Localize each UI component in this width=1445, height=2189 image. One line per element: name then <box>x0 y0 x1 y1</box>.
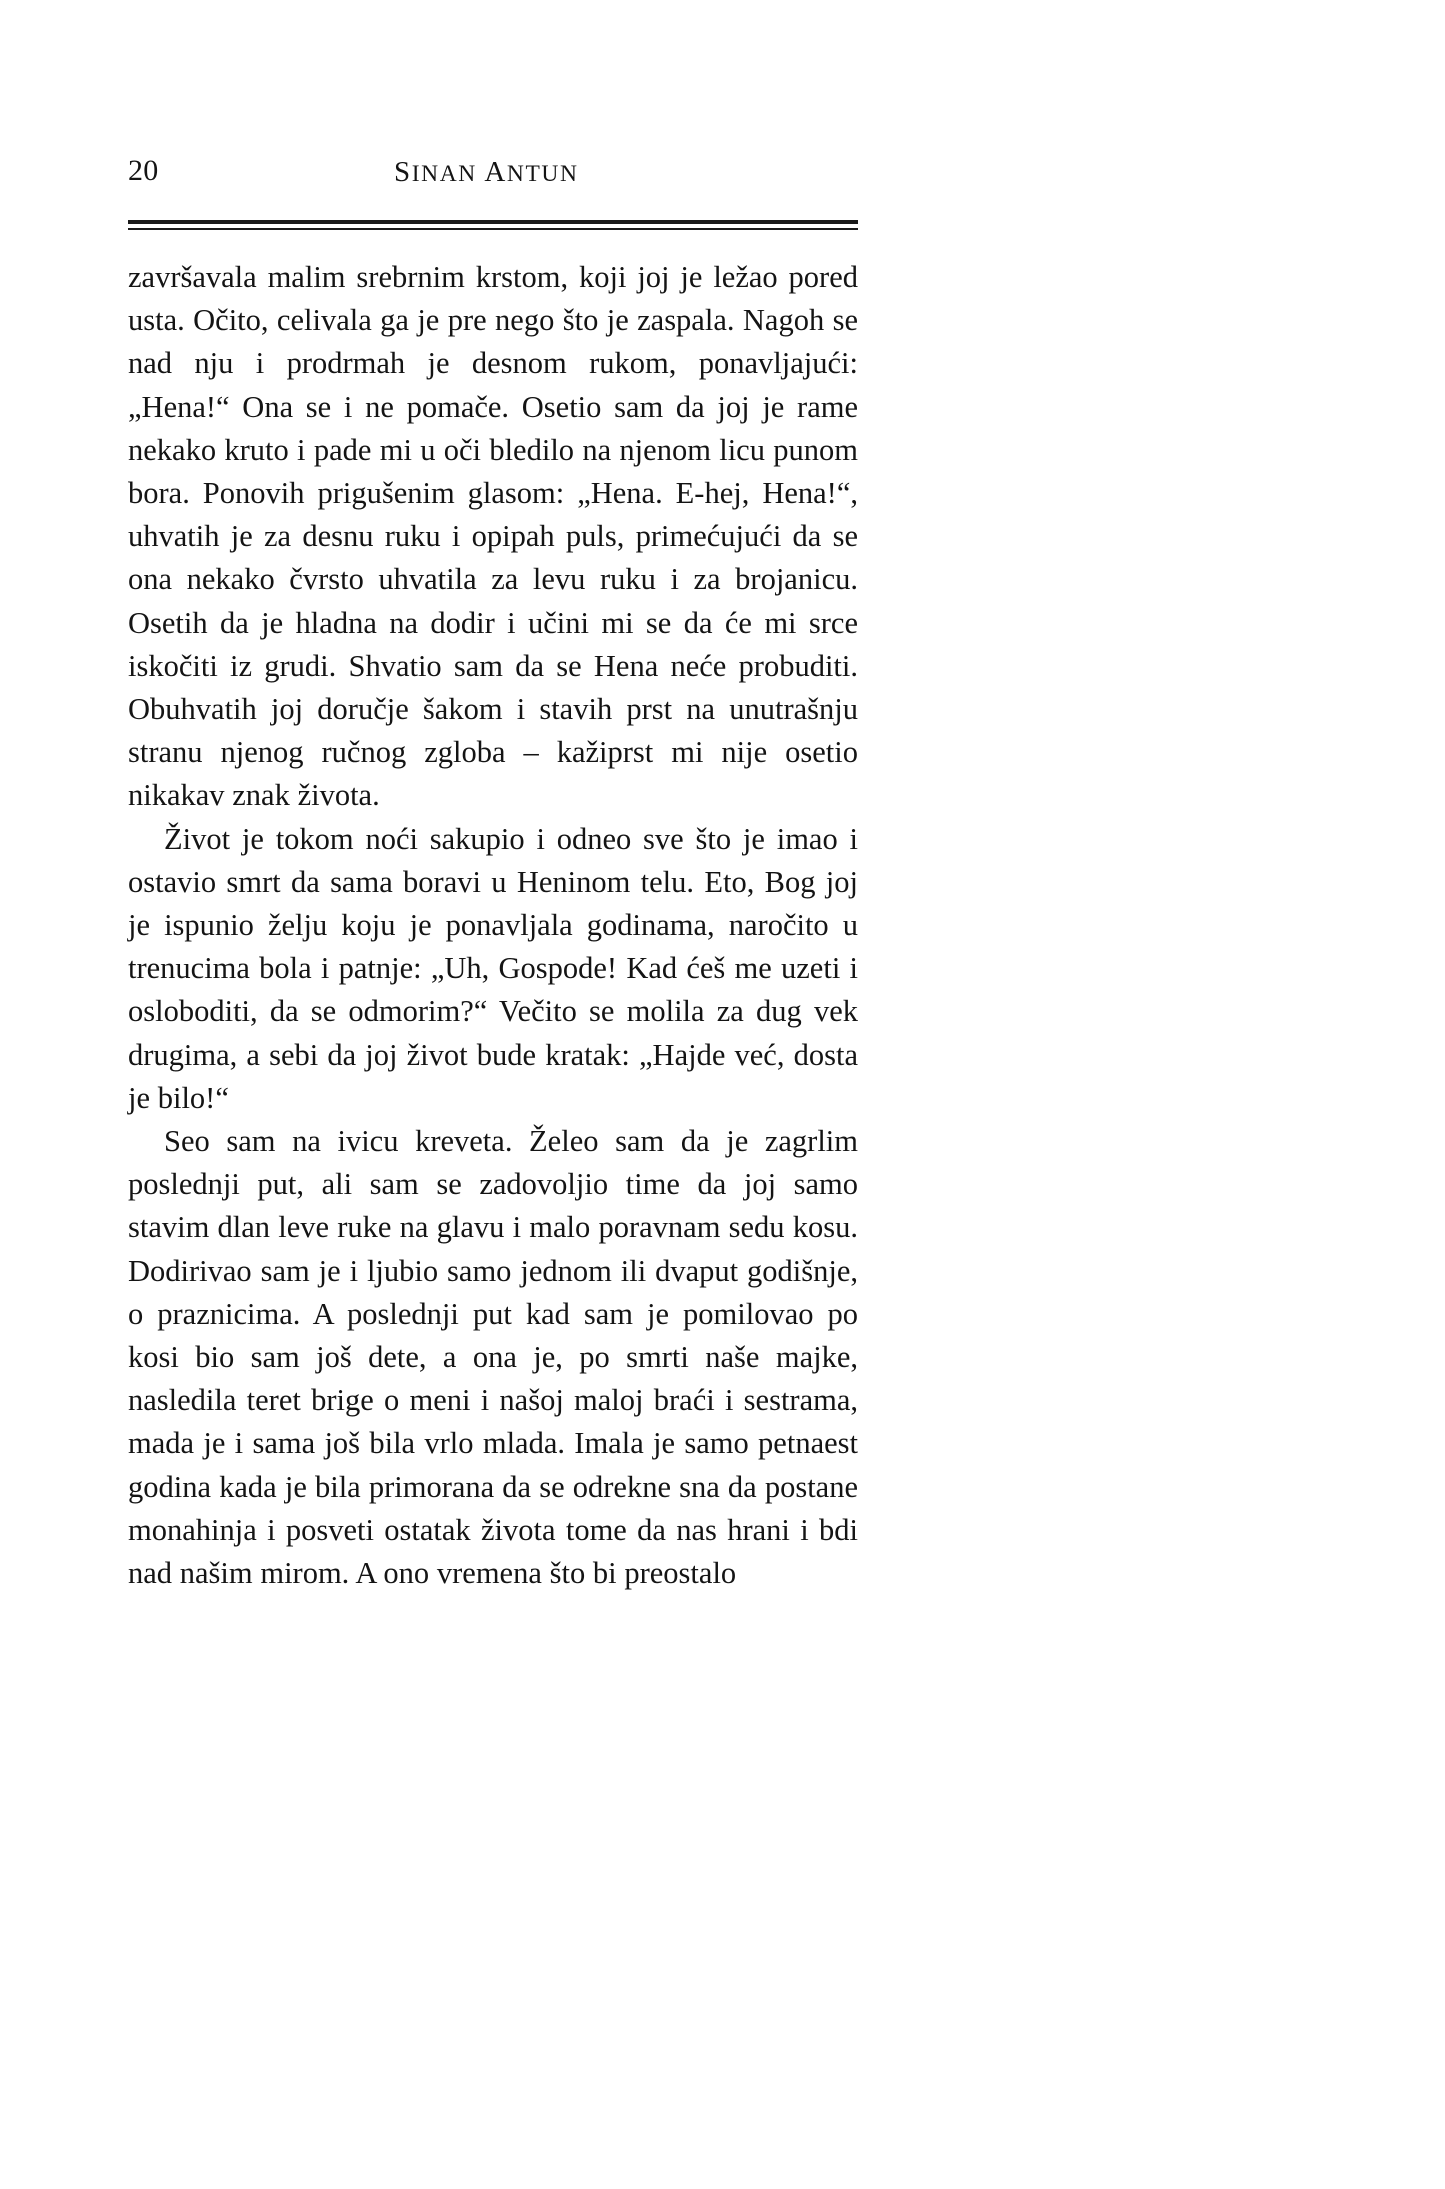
running-head-author-initial-a: A <box>484 156 507 188</box>
running-head-author-smallcaps-ntun: NTUN <box>506 161 579 187</box>
paragraph: Seo sam na ivicu kreveta. Želeo sam da je zagrlim poslednji put, ali sam se zadovoljio time da joj samo stavim dlan leve ruke na glavu i malo poravnam sedu kosu. Dodirivao sam je i ljubio samo jednom ili dvaput godišnje, o praznicima. A poslednji put kad sam je pomilovao po kosi bio sam još dete, a ona je, po smrti naše majke, nasledila teret brige o meni i našoj maloj braći i sestrama, mada je i sama još bila vrlo mlada. Imala je samo petnaest godina kada je bila primorana da se odrekne sna da postane monahinja i posveti ostatak života tome da nas hrani i bdi nad našim mirom. A ono vremena što bi preostalo <box>128 1124 858 1591</box>
running-head-author-smallcaps-inan: INAN <box>411 161 477 187</box>
paragraph: završavala malim srebrnim krstom, koji joj je ležao pored usta. Očito, celivala ga je pre nego što je zaspala. Nagoh se nad nju i prodrmah je desnom rukom, ponavljajući: „Hena!“ Ona se i ne pomače. Osetio sam da joj je rame nekako kruto i pade mi u oči bledilo na njenom licu punom bora. Ponovih prigušenim glasom: „Hena. E-hej, Hena!“, uhvatih je za desnu ruku i opipah puls, primećujući da se ona nekako čvrsto uhvatila za levu ruku i za brojanicu. Osetih da je hladna na dodir i učini mi se da će mi srce iskočiti iz grudi. Shvatio sam da se Hena neće probuditi. Obuhvatih joj doručje šakom i stavih prst na unutrašnju stranu njenog ručnog zgloba – kažiprst mi nije osetio nikakav znak života. <box>128 260 858 813</box>
paragraph: Život je tokom noći sakupio i odneo sve što je imao i ostavio smrt da sama boravi u Heninom telu. Eto, Bog joj je ispunio želju koju je ponavljala godinama, naročito u trenucima bola i patnje: „Uh, Gospode! Kad ćeš me uzeti i osloboditi, da se odmorim?“ Večito se molila za dug vek drugima, a sebi da joj život bude kratak: „Hajde već, dosta je bilo!“ <box>128 821 858 1115</box>
header-double-rule <box>128 220 858 230</box>
body-copy <box>128 256 858 1595</box>
running-head-author-initial-s: S <box>394 156 412 188</box>
running-head <box>128 150 858 202</box>
page-number: 20 <box>128 154 159 187</box>
page-text-block <box>128 150 858 1595</box>
running-head-author <box>394 152 579 194</box>
header-rule-thin <box>128 228 858 230</box>
header-rule-thick <box>128 220 858 224</box>
